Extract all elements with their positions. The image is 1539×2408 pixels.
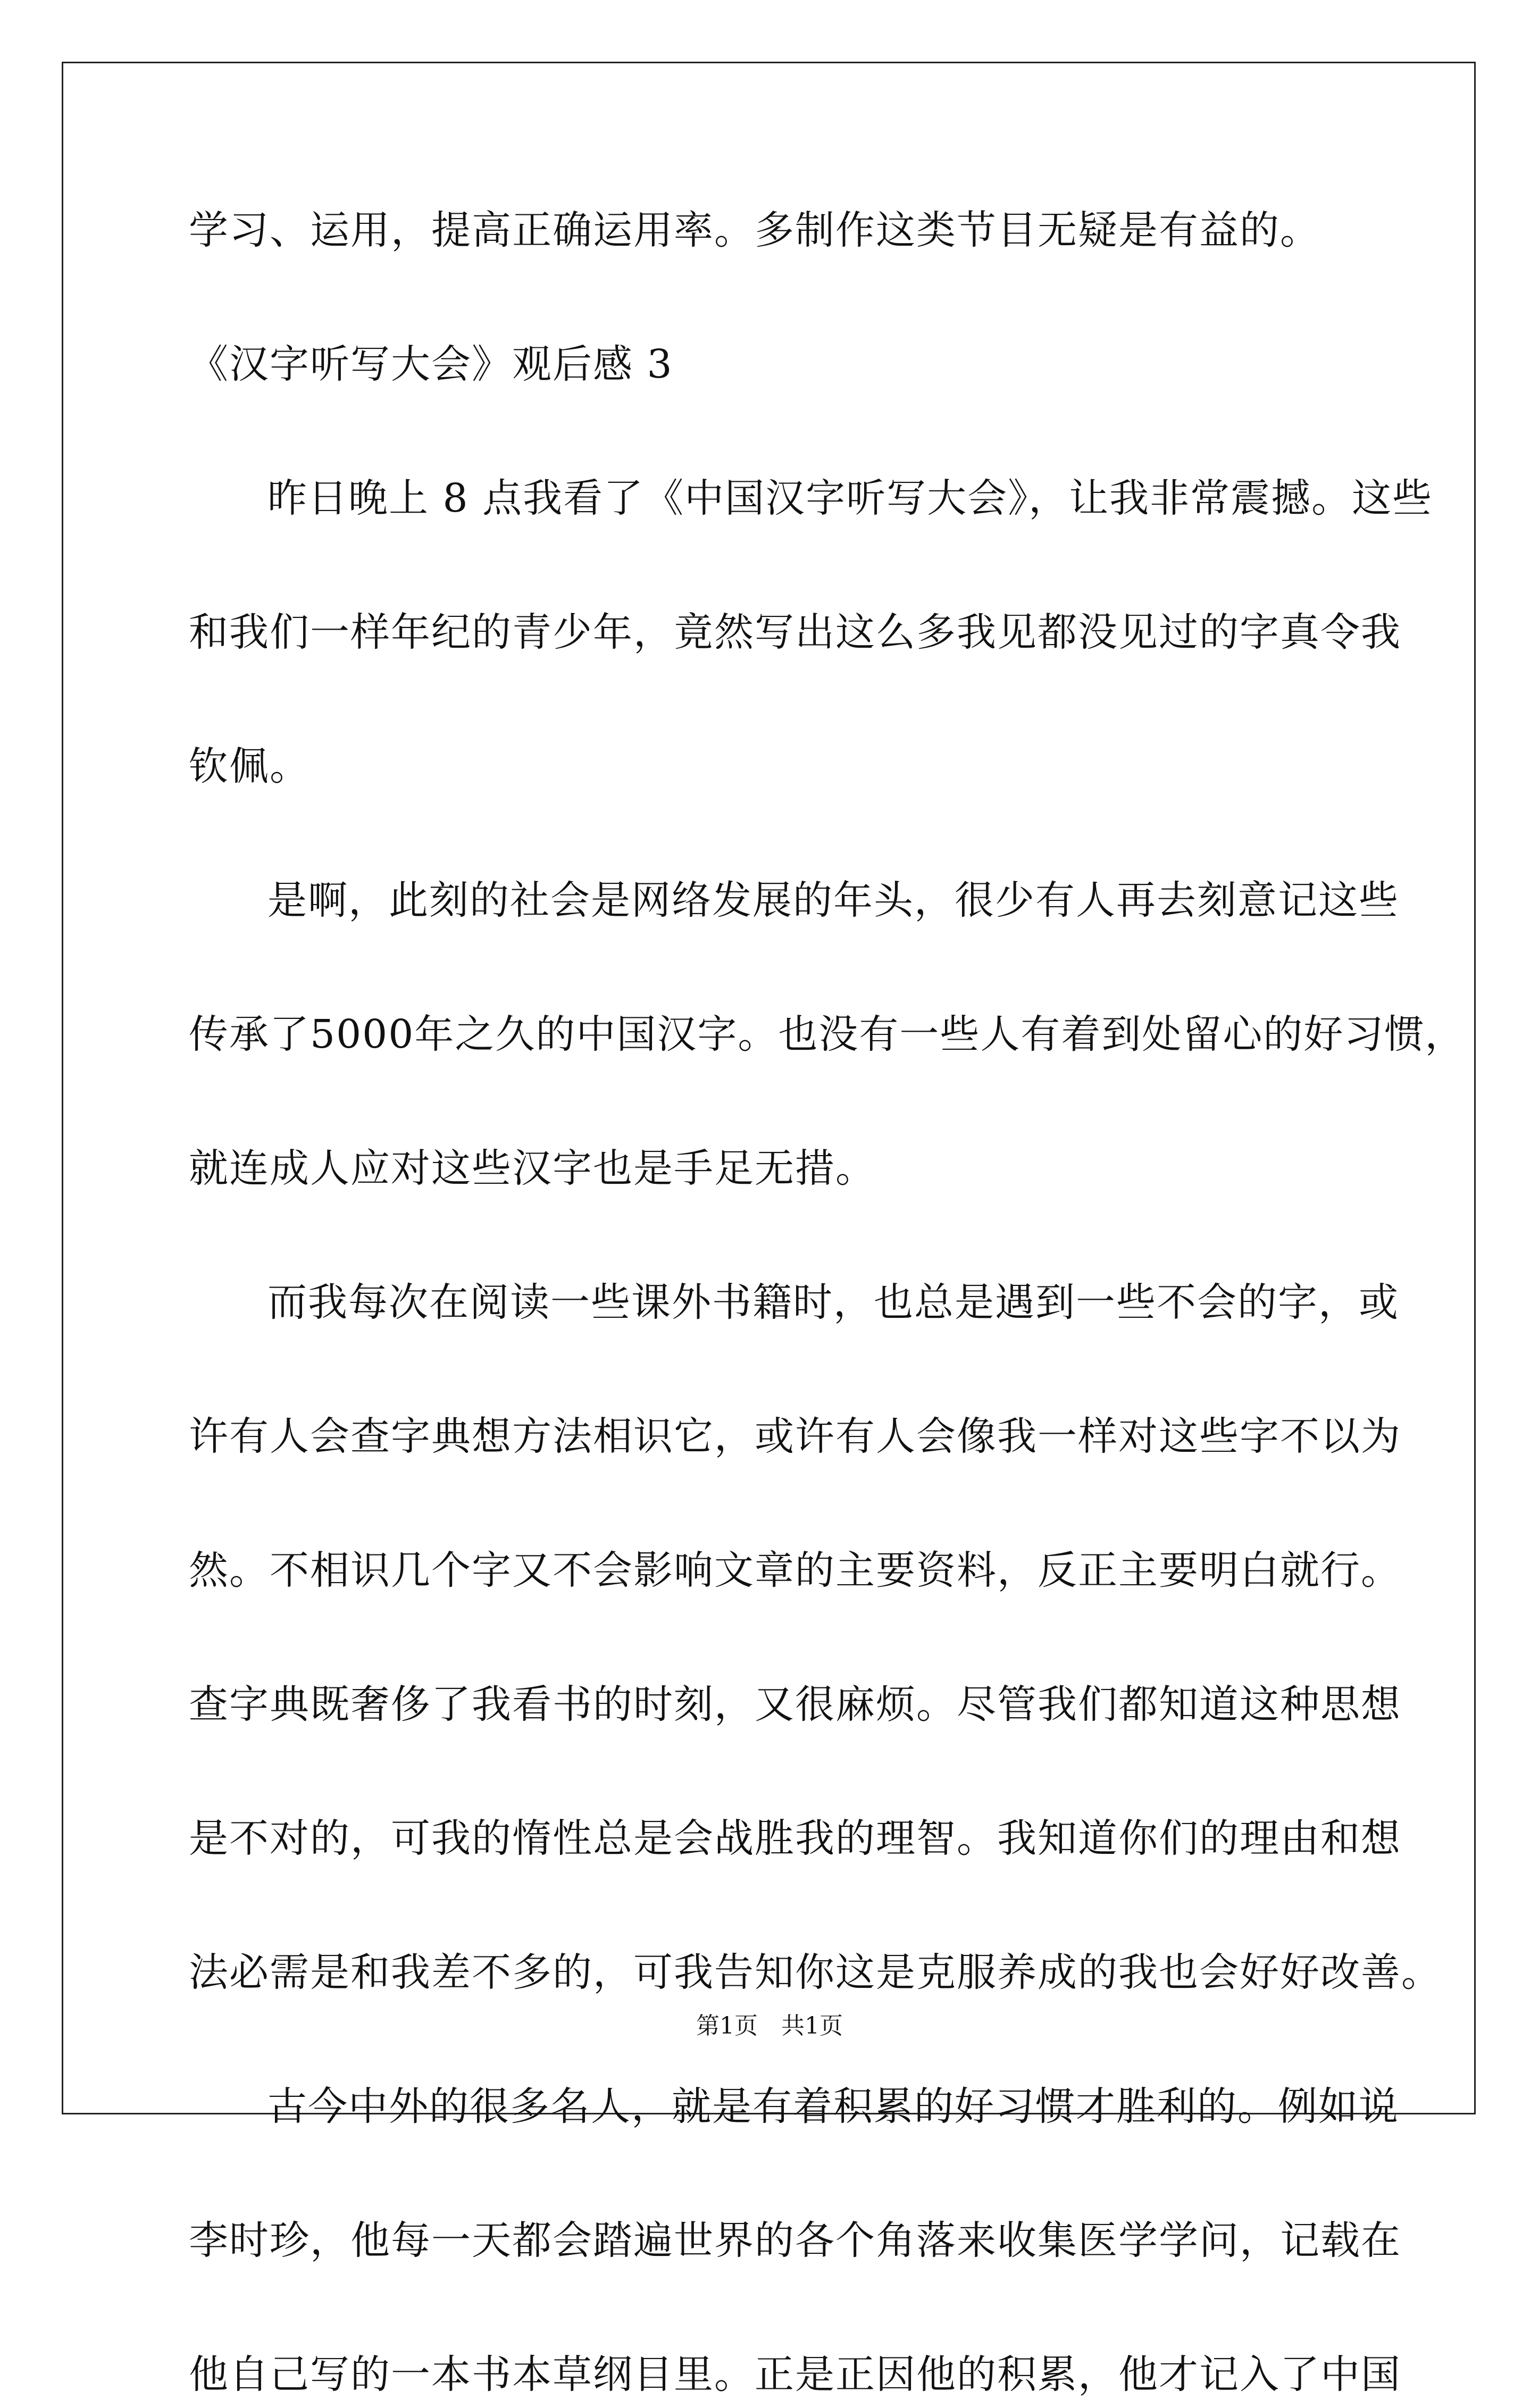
heading-line: 《汉字听写大会》观后感 3 <box>189 341 673 387</box>
paragraph-gap <box>189 800 1356 867</box>
text-line: 和我们一样年纪的青少年，竟然写出这么多我见都没见过的字真令我 <box>189 609 1401 655</box>
text-line: 许有人会查字典想方法相识它，或许有人会像我一样对这些字不以为 <box>189 1414 1401 1459</box>
paragraph <box>189 465 1433 800</box>
line-gap <box>189 1336 1356 1403</box>
text-line: 就连成人应对这些汉字也是手足无措。 <box>189 1146 876 1191</box>
paragraph-gap <box>189 398 1356 465</box>
section-heading <box>189 331 1356 398</box>
line-gap <box>189 532 1356 599</box>
text-line: 然。不相识几个字又不会影响文章的主要资料，反正主要明白就行。 <box>189 1548 1401 1593</box>
paragraph <box>189 1269 1442 2006</box>
line-gap <box>189 1872 1356 1939</box>
text-line: 法必需是和我差不多的，可我告知你这是克服养成的我也会好好改善。 <box>189 1950 1442 1995</box>
line-gap <box>189 934 1356 1001</box>
text-line: 是啊，此刻的社会是网络发展的年头，很少有人再去刻意记这些 <box>267 877 1399 923</box>
text-line: 而我每次在阅读一些课外书籍时，也总是遇到一些不会的字，或 <box>267 1280 1399 1325</box>
text-line: 钦佩。 <box>189 743 310 789</box>
document-body <box>189 197 1466 2408</box>
text-line: 李时珍，他每一天都会踏遍世界的各个角落来收集医学学问，记载在 <box>189 2218 1401 2263</box>
page-number-footer: 第1页 共1页 <box>696 2012 843 2039</box>
text-line: 昨日晚上 8 点我看了《中国汉字听写大会》，让我非常震撼。这些 <box>267 475 1433 521</box>
text-line: 他自己写的一本书本草纲目里。正是正因他的积累，他才记入了中国 <box>189 2352 1401 2397</box>
line-gap <box>189 1068 1356 1135</box>
text-line: 是不对的，可我的惰性总是会战胜我的理智。我知道你们的理由和想 <box>189 1816 1401 1861</box>
text-line: 学习、运用，提高正确运用率。多制作这类节目无疑是有益的。 <box>189 207 1320 253</box>
line-gap <box>189 2274 1356 2341</box>
paragraph-gap <box>189 264 1356 331</box>
paragraph <box>189 867 1466 1202</box>
text-line: 传承了5000年之久的中国汉字。也没有一些人有着到处留心的好习惯， <box>189 1011 1466 1057</box>
line-gap <box>189 666 1356 733</box>
text-line: 查字典既奢侈了我看书的时刻，又很麻烦。尽管我们都知道这种思想 <box>189 1682 1401 1727</box>
line-gap <box>189 2140 1356 2207</box>
line-gap <box>189 1604 1356 1671</box>
line-gap <box>189 1738 1356 1805</box>
paragraph <box>189 2073 1401 2408</box>
paragraph <box>189 197 1356 264</box>
text-line: 古今中外的很多名人，就是有着积累的好习惯才胜利的。例如说 <box>267 2084 1399 2129</box>
paragraph-gap <box>189 1202 1356 1269</box>
line-gap <box>189 1470 1356 1537</box>
